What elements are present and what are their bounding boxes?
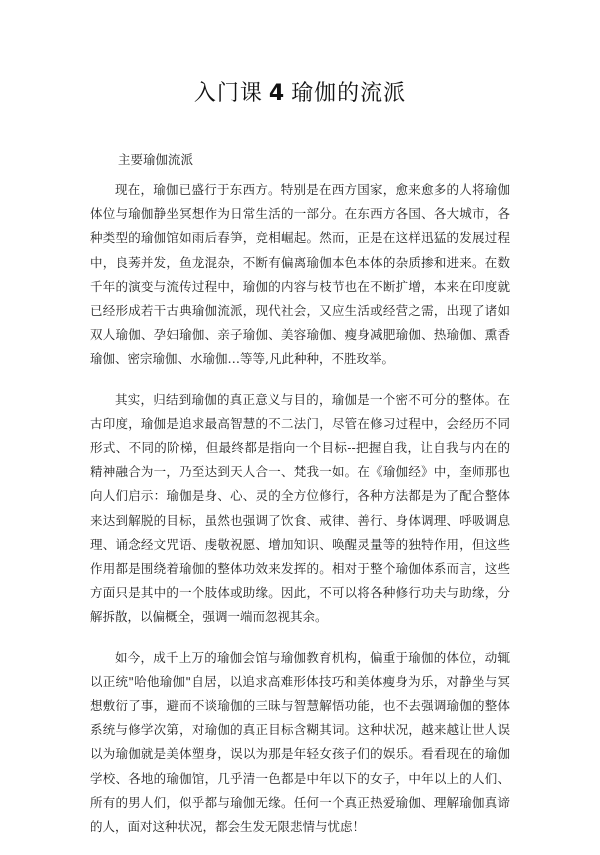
paragraph-3: 如今，成千上万的瑜伽会馆与瑜伽教育机构，偏重于瑜伽的体位，动辄以正统"哈他瑜伽"自居，以追求高难形体技巧和美体瘦身为乐，对静坐与冥想敷衍了事，避而不谈瑜伽的三昧与智慧解悟功能，也不去强调瑜伽的整体系统与修学次第，对瑜伽的真正目标含糊其词。这种状况，越来越让世人误以为瑜伽就是美体塑身，误以为那是年轻女孩子们的娱乐。看看现在的瑜伽学校、各地的瑜伽馆，几乎清一色都是中年以下的女子，中年以上的人们、所有的男人们，似乎都与瑜伽无缘。任何一个真正热爱瑜伽、理解瑜伽真谛的人，面对这种状况，都会生发无限悲情与忧虑！ <box>90 649 510 835</box>
lesson-number: 4 <box>268 81 286 106</box>
title-suffix: 瑜伽的流派 <box>291 81 407 106</box>
paragraph-1: 现在，瑜伽已盛行于东西方。特别是在西方国家，愈来愈多的人将瑜伽体位与瑜伽静坐冥想作为日常生活的一部分。在东西方各国、各大城市，各种类型的瑜伽馆如雨后春笋，竞相崛起。然而，正是在这样迅猛的发展过程中，良莠并发，鱼龙混杂，不断有偏离瑜伽本色本体的杂质掺和进来。在数千年的演变与流传过程中，瑜伽的内容与枝节也在不断扩增，本来在印度就已经形成若干古典瑜伽流派，现代社会，又应生活或经营之需，出现了诸如双人瑜伽、孕妇瑜伽、亲子瑜伽、美容瑜伽、瘦身减肥瑜伽、热瑜伽、熏香瑜伽、密宗瑜伽、水瑜伽…等等,凡此种种，不胜玫举。 <box>90 182 510 367</box>
body-text <box>90 178 510 855</box>
paragraph-2: 其实，归结到瑜伽的真正意义与目的，瑜伽是一个密不可分的整体。在古印度，瑜伽是追求最高智慧的不二法门，尽管在修习过程中，会经历不同形式、不同的阶梯，但最终都是指向一个目标--把握自我，让自我与内在的精神融合为一，乃至达到天人合一、梵我一如。在《瑜伽经》中，奎师那也向人们启示：瑜伽是身、心、灵的全方位修行，各种方法都是为了配合整体来达到解脱的目标，虽然也强调了饮食、戒律、善行、身体调理、呼吸调息理、诵念经文咒语、虔敬祝愿、增加知识、唤醒灵量等的独特作用，但这些作用都是围绕着瑜伽的整体功效来发挥的。相对于整个瑜伽体系而言，这些方面只是其中的一个肢体或助缘。因此，不可以将各种修行功夫与助缘，分解拆散，以偏概全，强调一端而忽视其余。 <box>90 391 510 625</box>
title-prefix: 入门课 <box>193 81 263 106</box>
section-heading: 主要瑜伽流派 <box>118 152 194 167</box>
page-title <box>0 76 600 107</box>
